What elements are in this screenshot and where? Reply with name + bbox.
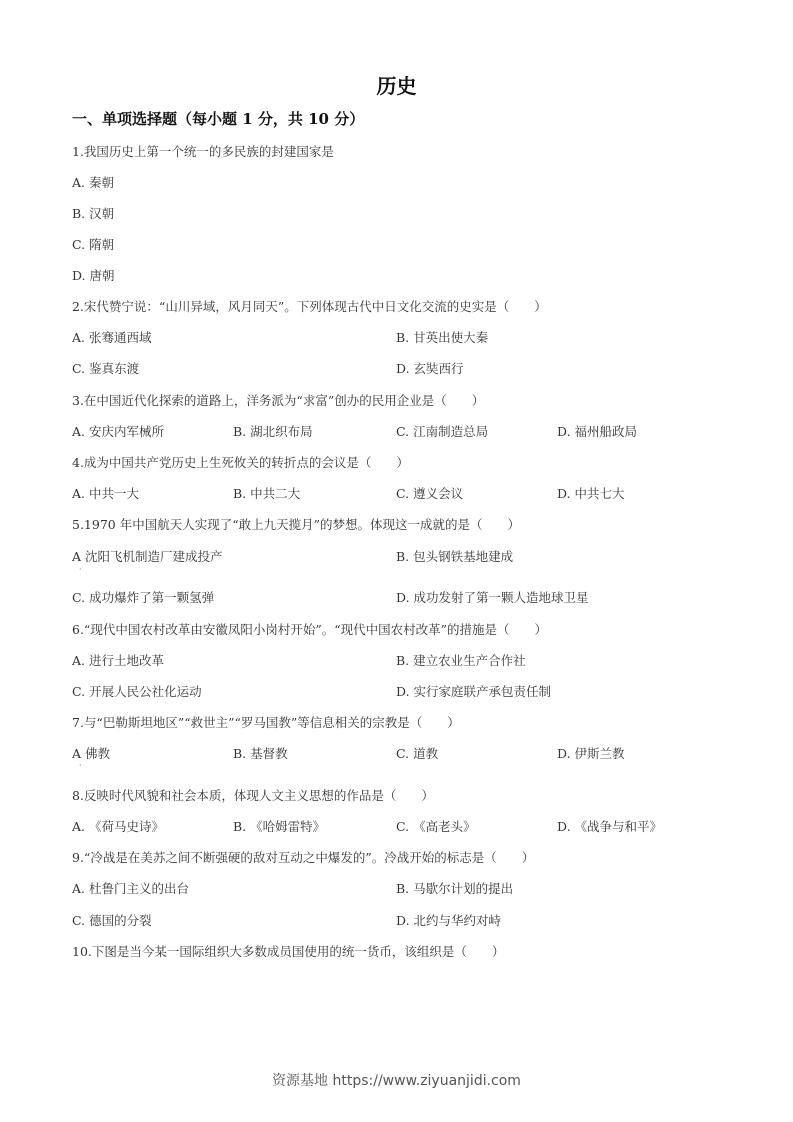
question-1-stem: 1.我国历史上第一个统一的多民族的封建国家是 [72,144,334,159]
question-2-option-b: B. 甘英出使大秦 [396,330,489,345]
question-3-option-d: D. 福州船政局 [557,424,638,439]
question-4-option-d: D. 中共七大 [557,486,625,501]
question-5-option-d: D. 成功发射了第一颗人造地球卫星 [396,590,589,605]
question-8-option-c: C. 《高老头》 [396,819,476,834]
question-9-stem: 9.“冷战是在美苏之间不断强硬的敌对互动之中爆发的”。冷战开始的标志是（ ） [72,850,535,865]
question-2-option-c: C. 鉴真东渡 [72,361,140,376]
question-7-option-b: B. 基督教 [233,746,288,761]
question-1-option-d: D. 唐朝 [72,268,115,283]
question-4-option-c: C. 遵义会议 [396,486,464,501]
question-5-option-a: A 沈阳飞机制造厂建成投产 [72,549,223,564]
question-6-option-c: C. 开展人民公社化运动 [72,684,202,699]
question-7-option-d: D. 伊斯兰教 [557,746,625,761]
question-5-option-c: C. 成功爆炸了第一颗氢弹 [72,590,215,605]
question-7-stem: 7.与“巴勒斯坦地区”“救世主”“罗马国教”等信息相关的宗教是（ ） [72,715,460,730]
footer-watermark: 资源基地 https://www.ziyuanjidi.com [272,1073,521,1089]
question-6-option-d: D. 实行家庭联产承包责任制 [396,684,552,699]
question-2-option-a: A. 张骞通西域 [72,330,152,345]
question-2-option-d: D. 玄奘西行 [396,361,464,376]
stray-mark: · [79,565,82,574]
question-1-option-b: B. 汉朝 [72,206,115,221]
question-9-option-d: D. 北约与华约对峙 [396,913,502,928]
stray-mark: · [79,761,82,770]
question-3-option-c: C. 江南制造总局 [396,424,489,439]
question-3-stem: 3.在中国近代化探索的道路上，洋务派为“求富”创办的民用企业是（ ） [72,393,485,408]
question-5-stem: 5.1970 年中国航天人实现了“敢上九天揽月”的梦想。体现这一成就的是（ ） [72,517,520,532]
question-1-option-a: A. 秦朝 [72,175,114,190]
question-9-option-b: B. 马歇尔计划的提出 [396,881,514,896]
question-4-option-a: A. 中共一大 [72,486,139,501]
question-4-stem: 4.成为中国共产党历史上生死攸关的转折点的会议是（ ） [72,455,409,470]
question-8-option-d: D. 《战争与和平》 [557,819,663,834]
question-1-option-c: C. 隋朝 [72,237,115,252]
question-6-stem: 6.“现代中国农村改革由安徽凤阳小岗村开始”。“现代中国农村改革”的措施是（ ） [72,622,547,637]
question-9-option-a: A. 杜鲁门主义的出台 [72,881,189,896]
question-9-option-c: C. 德国的分裂 [72,913,152,928]
question-10-stem: 10.下图是当今某一国际组织大多数成员国使用的统一货币，该组织是（ ） [72,944,505,959]
question-7-option-a: A 佛教 [72,746,111,761]
question-4-option-b: B. 中共二大 [233,486,301,501]
question-6-option-b: B. 建立农业生产合作社 [396,653,526,668]
section-heading: 一、单项选择题（每小题 1 分，共 10 分） [72,110,365,128]
question-5-option-b: B. 包头钢铁基地建成 [396,549,514,564]
question-2-stem: 2.宋代赞宁说：“山川异域，风月同天”。下列体现古代中日文化交流的史实是（ ） [72,299,547,314]
question-8-option-b: B. 《哈姆雷特》 [233,819,326,834]
question-8-option-a: A. 《荷马史诗》 [72,819,164,834]
question-6-option-a: A. 进行土地改革 [72,653,164,668]
question-3-option-b: B. 湖北织布局 [233,424,313,439]
document-title: 历史 [376,74,417,98]
question-8-stem: 8.反映时代风貌和社会本质，体现人文主义思想的作品是（ ） [72,788,434,803]
question-3-option-a: A. 安庆内军械所 [72,424,164,439]
question-7-option-c: C. 道教 [396,746,439,761]
